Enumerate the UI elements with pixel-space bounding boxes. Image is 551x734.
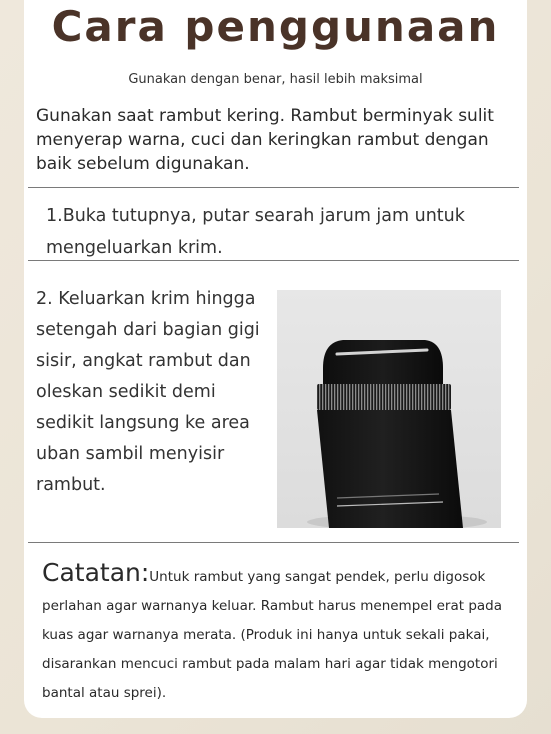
step-2-text: 2. Keluarkan krim hingga setengah dari bagian gigi sisir, angkat rambut dan oleskan sedikit demi sedikit langsung ke area uban sambil menyisir rambut. [36, 289, 260, 495]
note-text: Untuk rambut yang sangat pendek, perlu digosok perlahan agar warnanya keluar. Rambut harus menempel erat pada kuas agar warnanya merata. (Produk ini hanya untuk sekali pakai, disarankan mencuci rambut pada malam hari agar tidak mengotori bantal atau sprei). [42, 569, 503, 701]
divider [28, 542, 519, 543]
divider [28, 260, 519, 261]
product-stick-image [277, 290, 501, 528]
intro-text: Gunakan saat rambut kering. Rambut berminyak sulit menyerap warna, cuci dan keringkan rambut dengan baik sebelum digunakan. [36, 106, 494, 174]
step-1-text: 1.Buka tutupnya, putar searah jarum jam untuk mengeluarkan krim. [46, 206, 465, 258]
divider [28, 187, 519, 188]
note-block [42, 558, 512, 708]
page-title: Cara penggunaan [51, 2, 500, 51]
note-label: Catatan: [42, 558, 150, 587]
page-subtitle: Gunakan dengan benar, hasil lebih maksimal [128, 72, 423, 87]
